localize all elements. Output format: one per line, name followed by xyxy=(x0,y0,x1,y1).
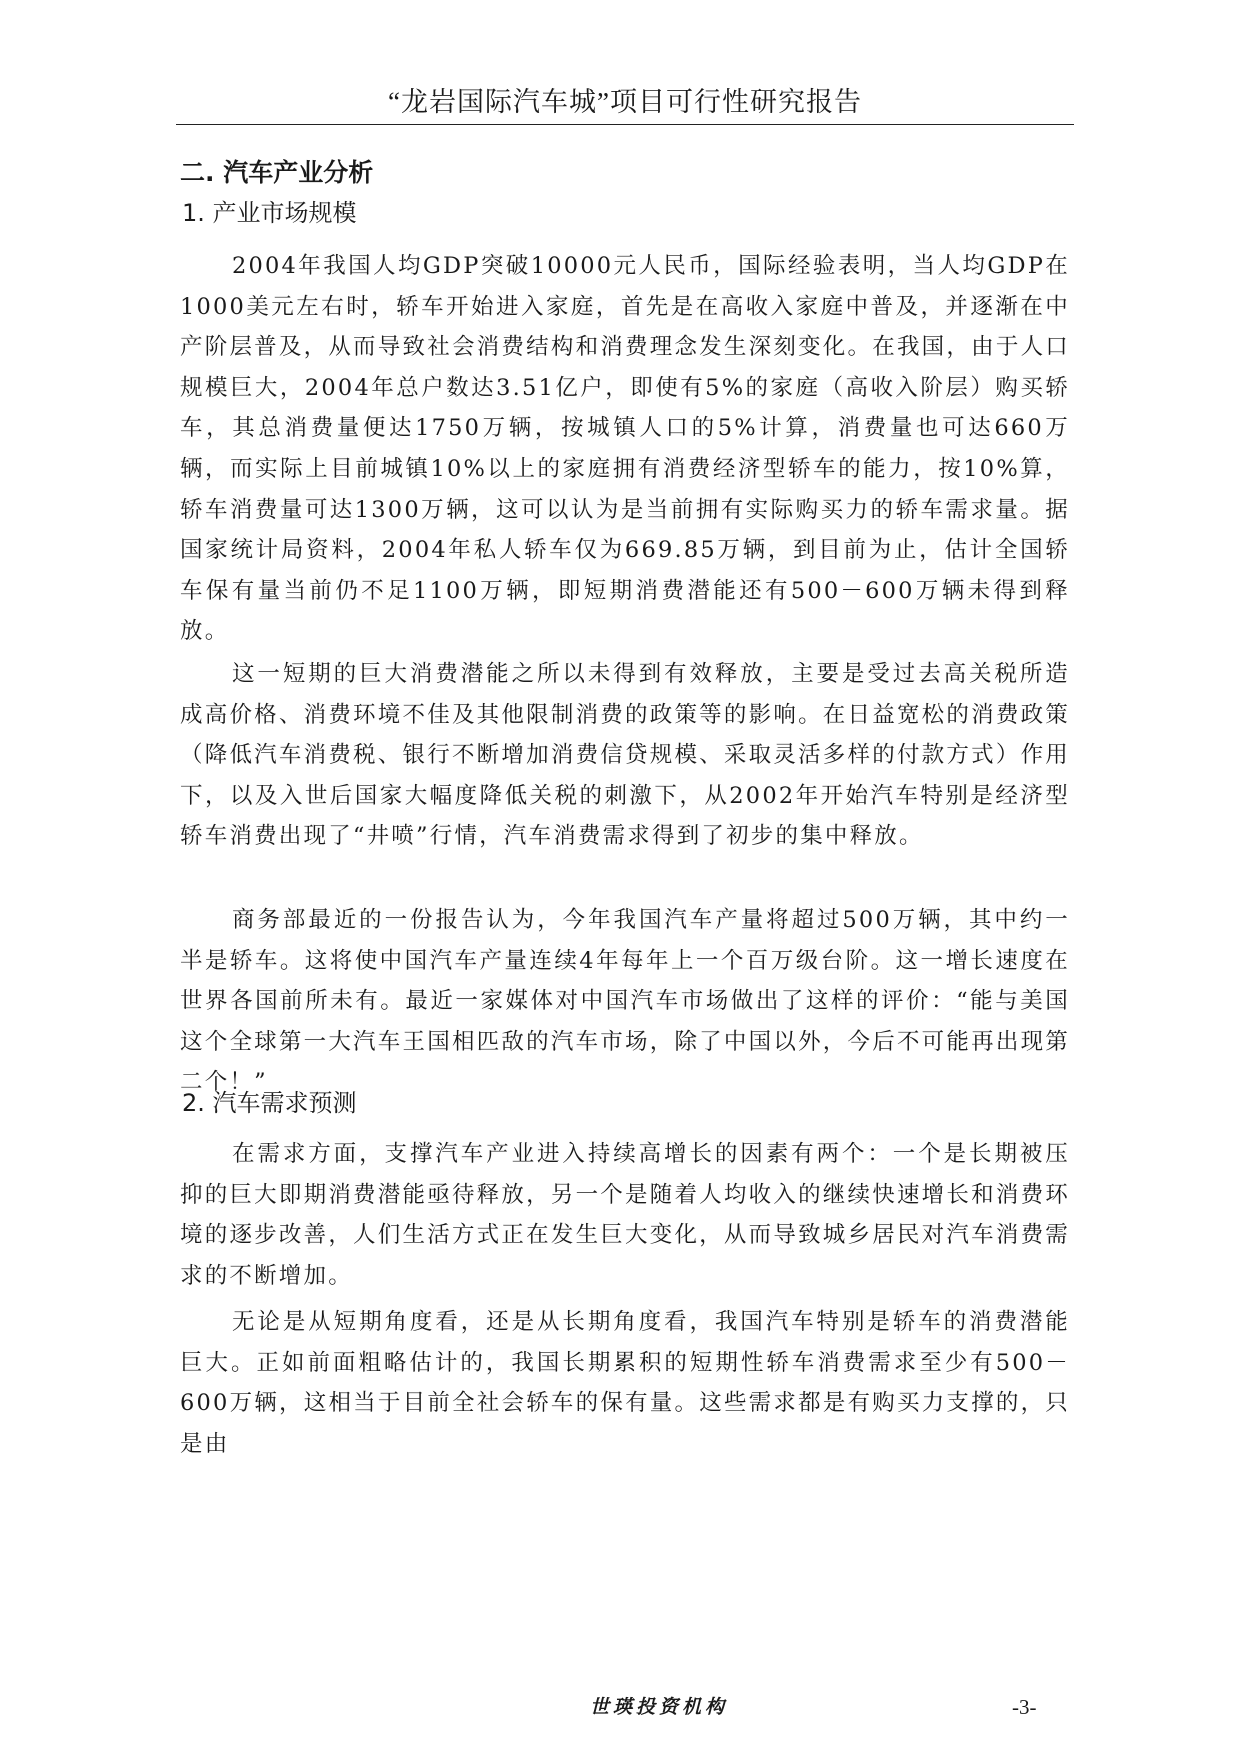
paragraph-market-scale-1: 2004年我国人均GDP突破10000元人民币，国际经验表明，当人均GDP在1000美元左右时，轿车开始进入家庭，首先是在高收入家庭中普及，并逐渐在中产阶层普及，从而导致社会消费结构和消费理念发生深刻变化。在我国，由于人口规模巨大，2004年总户数达3.51亿户，即使有5%的家庭（高收入阶层）购买轿车，其总消费量便达1750万辆，按城镇人口的5%计算，消费量也可达660万辆，而实际上目前城镇10%以上的家庭拥有消费经济型轿车的能力，按10%算，轿车消费量可达1300万辆，这可以认为是当前拥有实际购买力的轿车需求量。据国家统计局资料，2004年私人轿车仅为669.85万辆，到目前为止，估计全国轿车保有量当前仍不足1100万辆，即短期消费潜能还有500－600万辆未得到释放。 xyxy=(180,253,1070,645)
subsection-heading-market-scale: 1. 产业市场规模 xyxy=(182,199,357,227)
paragraph-market-scale-3: 商务部最近的一份报告认为，今年我国汽车产量将超过500万辆，其中约一半是轿车。这将使中国汽车产量连续4年每年上一个百万级台阶。这一增长速度在世界各国前所未有。最近一家媒体对中国汽车市场做出了这样的评价：“能与美国这个全球第一大汽车王国相匹敌的汽车市场，除了中国以外，今后不可能再出现第二个！” xyxy=(180,907,1070,1096)
subsection-heading-demand-forecast: 2. 汽车需求预测 xyxy=(182,1089,357,1117)
running-header-title: “龙岩国际汽车城”项目可行性研究报告 xyxy=(388,87,862,117)
footer-organization: 世瑛投资机构 xyxy=(590,1696,729,1718)
header-divider xyxy=(176,124,1074,125)
page-number: -3- xyxy=(1012,1695,1037,1719)
paragraph-demand-forecast-1: 在需求方面，支撑汽车产业进入持续高增长的因素有两个：一个是长期被压抑的巨大即期消费潜能亟待释放，另一个是随着人均收入的继续快速增长和消费环境的逐步改善，人们生活方式正在发生巨大变化，从而导致城乡居民对汽车消费需求的不断增加。 xyxy=(180,1141,1070,1289)
paragraph-market-scale-2: 这一短期的巨大消费潜能之所以未得到有效释放，主要是受过去高关税所造成高价格、消费环境不佳及其他限制消费的政策等的影响。在日益宽松的消费政策（降低汽车消费税、银行不断增加消费信贷规模、采取灵活多样的付款方式）作用下，以及入世后国家大幅度降低关税的刺激下，从2002年开始汽车特别是经济型轿车消费出现了“井喷”行情，汽车消费需求得到了初步的集中释放。 xyxy=(180,661,1070,850)
paragraph-demand-forecast-2: 无论是从短期角度看，还是从长期角度看，我国汽车特别是轿车的消费潜能巨大。正如前面粗略估计的，我国长期累积的短期性轿车消费需求至少有500－600万辆，这相当于目前全社会轿车的保有量。这些需求都是有购买力支撑的，只是由 xyxy=(180,1309,1070,1457)
section-heading: 二. 汽车产业分析 xyxy=(180,158,374,187)
